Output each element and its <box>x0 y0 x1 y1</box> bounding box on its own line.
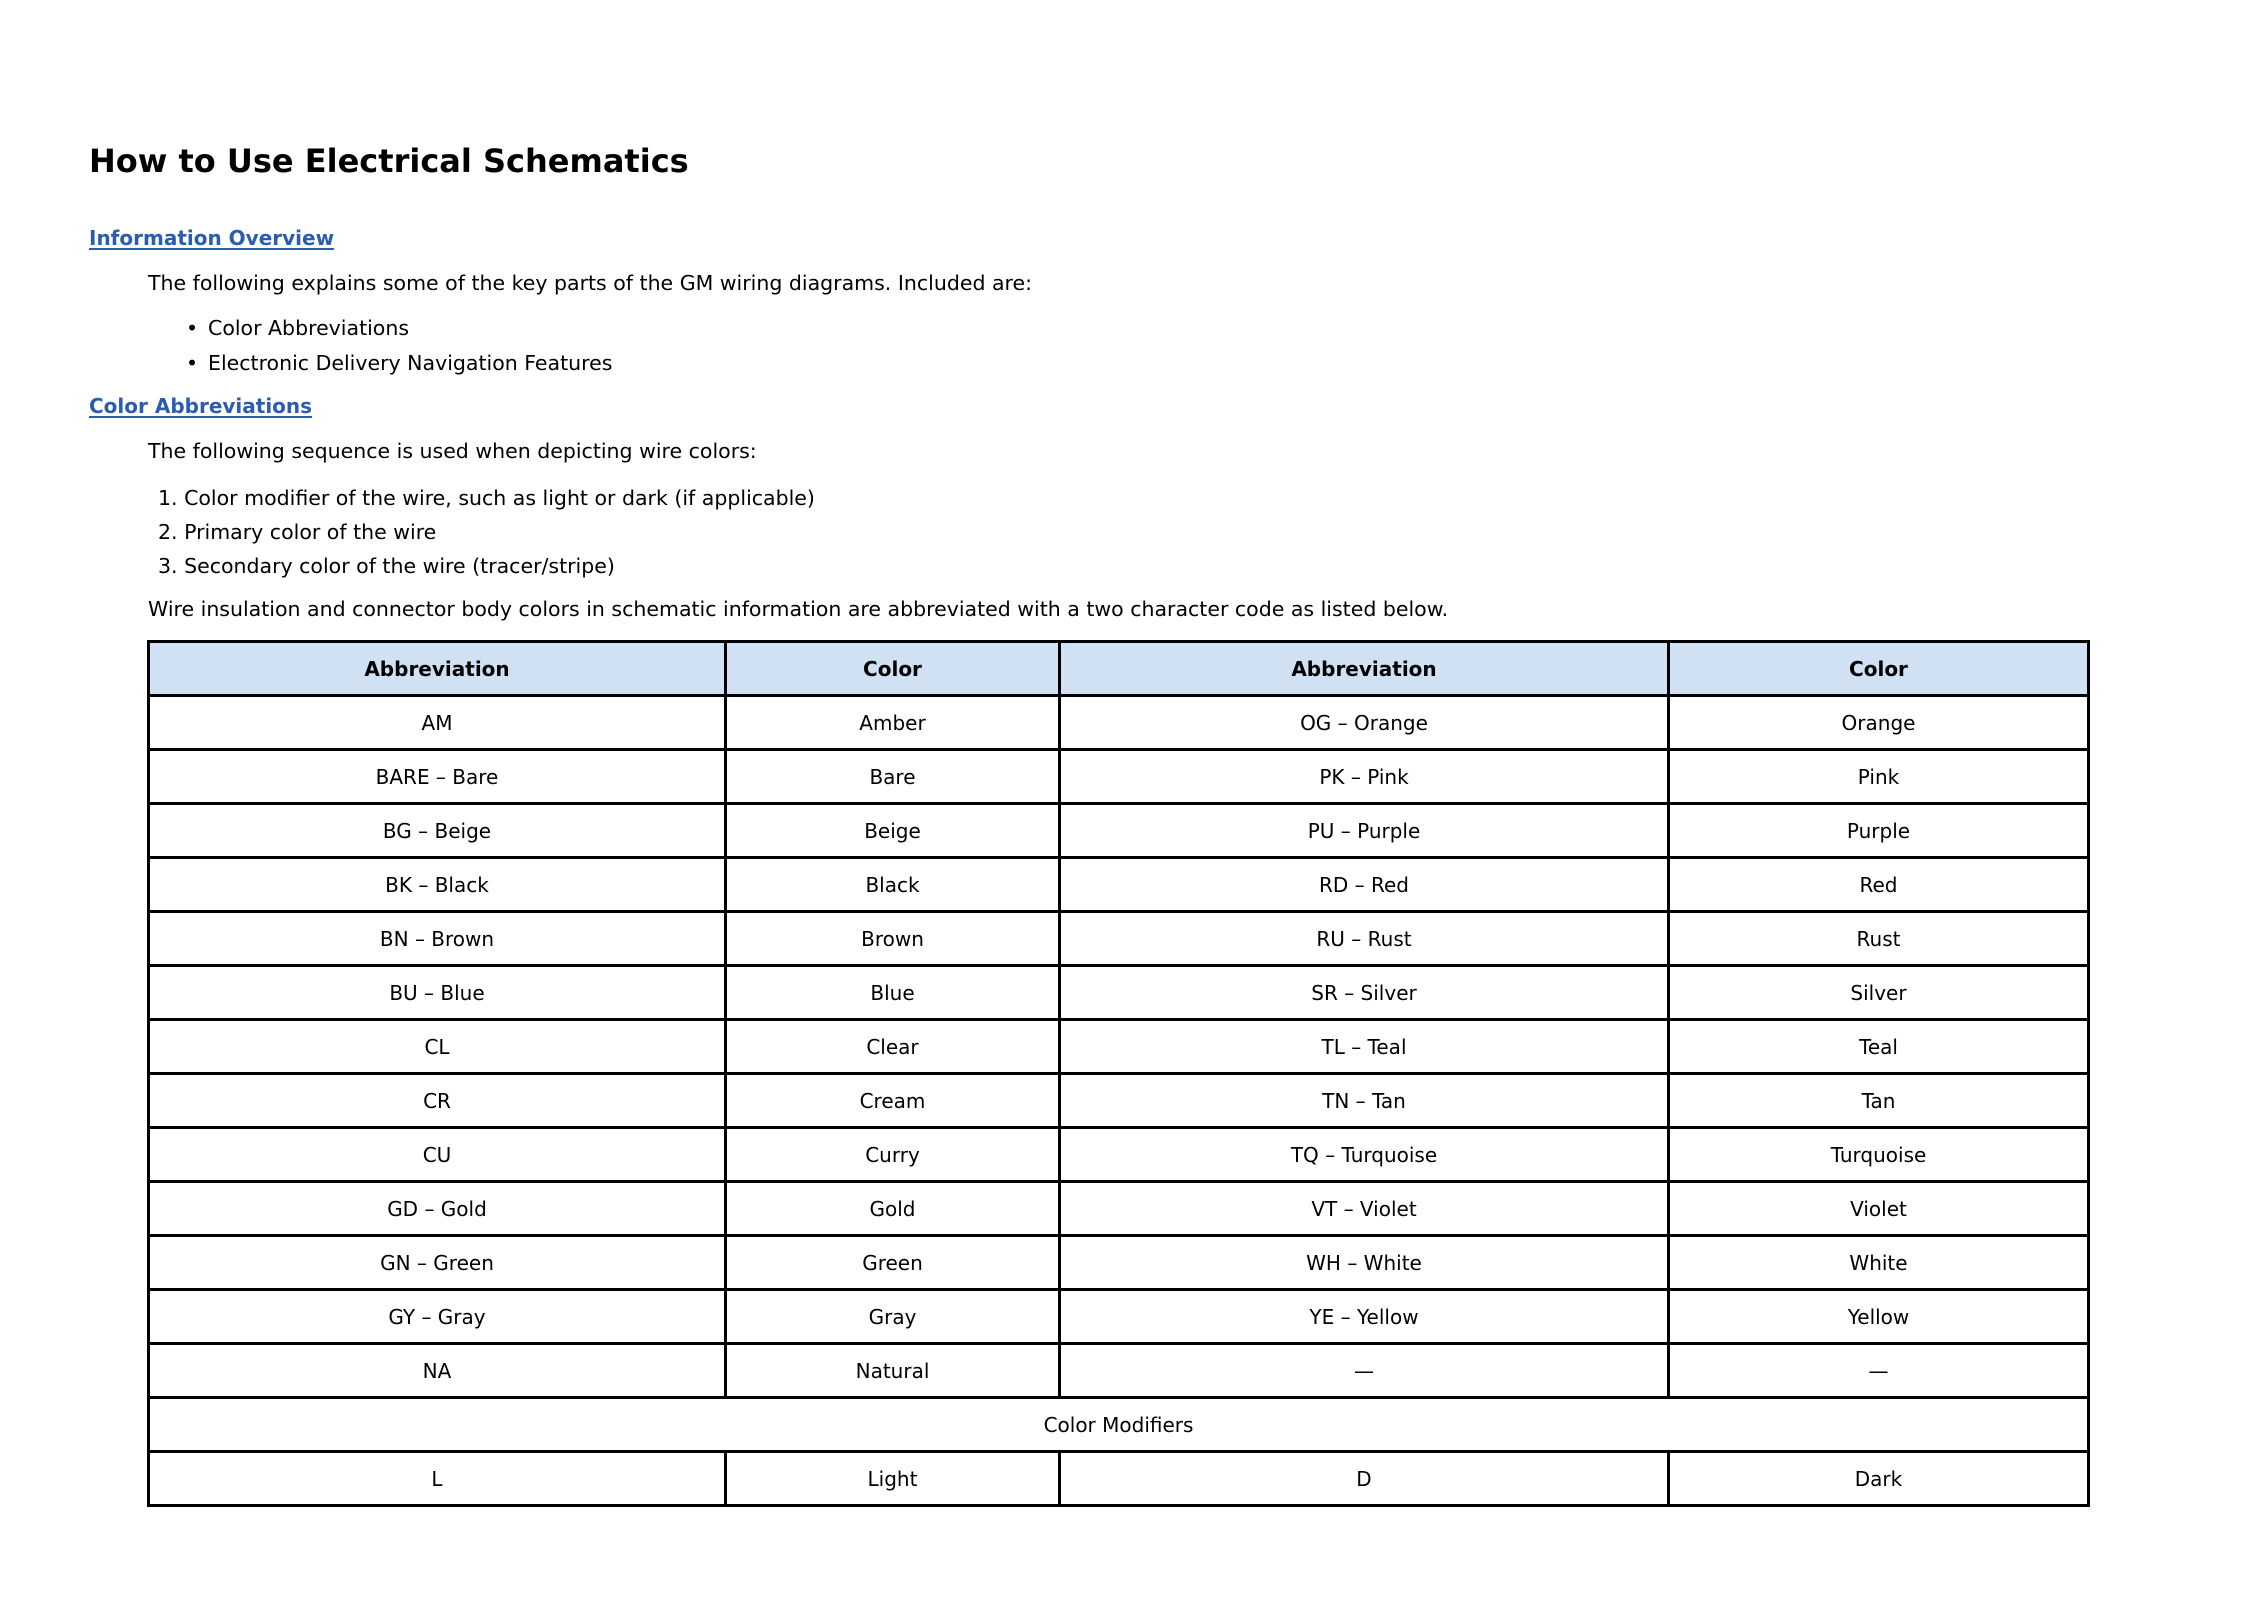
color-cell: Bare <box>726 750 1060 804</box>
abbreviation-cell: PU – Purple <box>1060 804 1669 858</box>
table-row <box>149 858 2089 912</box>
table-body <box>149 696 2089 1506</box>
color-abbreviations-link[interactable]: Color Abbreviations <box>89 394 313 418</box>
color-cell: Cream <box>726 1074 1060 1128</box>
abbreviation-cell: L <box>149 1452 726 1506</box>
color-cell: Black <box>726 858 1060 912</box>
color-cell: White <box>1669 1236 2089 1290</box>
information-overview-link[interactable]: Information Overview <box>89 226 335 250</box>
abbreviation-cell: VT – Violet <box>1060 1182 1669 1236</box>
color-cell: Teal <box>1669 1020 2089 1074</box>
abbreviation-cell: GY – Gray <box>149 1290 726 1344</box>
list-item: 1. Color modifier of the wire, such as light or dark (if applicable) <box>158 486 815 510</box>
abbreviation-cell: CL <box>149 1020 726 1074</box>
color-cell: Tan <box>1669 1074 2089 1128</box>
color-cell: Light <box>726 1452 1060 1506</box>
table-row <box>149 912 2089 966</box>
color-cell: — <box>1669 1344 2089 1398</box>
table-row <box>149 1074 2089 1128</box>
abbreviation-cell: GD – Gold <box>149 1182 726 1236</box>
abbreviation-cell: BU – Blue <box>149 966 726 1020</box>
color-cell: Yellow <box>1669 1290 2089 1344</box>
abbreviation-cell: — <box>1060 1344 1669 1398</box>
color-cell: Blue <box>726 966 1060 1020</box>
abbreviation-cell: BN – Brown <box>149 912 726 966</box>
table-row <box>149 1128 2089 1182</box>
abbreviation-cell: PK – Pink <box>1060 750 1669 804</box>
abbreviation-cell: BARE – Bare <box>149 750 726 804</box>
abbreviation-cell: CR <box>149 1074 726 1128</box>
abbreviation-note: Wire insulation and connector body colors in schematic information are abbreviated with a two character code as listed below. <box>148 597 1449 621</box>
abbreviation-cell: GN – Green <box>149 1236 726 1290</box>
table-row <box>149 1290 2089 1344</box>
table-header-row <box>149 642 2089 696</box>
color-modifiers-row <box>149 1398 2089 1452</box>
color-cell: Brown <box>726 912 1060 966</box>
abbreviation-cell: AM <box>149 696 726 750</box>
abbreviation-cell: RD – Red <box>1060 858 1669 912</box>
list-item: 2. Primary color of the wire <box>158 520 437 544</box>
color-cell: Dark <box>1669 1452 2089 1506</box>
abbreviation-cell: CU <box>149 1128 726 1182</box>
color-modifiers-label: Color Modifiers <box>149 1398 2089 1452</box>
column-header-abbreviation: Abbreviation <box>1060 642 1669 696</box>
color-cell: Rust <box>1669 912 2089 966</box>
color-cell: Green <box>726 1236 1060 1290</box>
color-cell: Violet <box>1669 1182 2089 1236</box>
table-row <box>149 1344 2089 1398</box>
abbreviation-cell: RU – Rust <box>1060 912 1669 966</box>
overview-list <box>186 311 612 381</box>
color-cell: Purple <box>1669 804 2089 858</box>
abbreviation-cell: YE – Yellow <box>1060 1290 1669 1344</box>
list-item: • Color Abbreviations <box>186 311 612 346</box>
color-cell: Natural <box>726 1344 1060 1398</box>
color-cell: Red <box>1669 858 2089 912</box>
abbreviation-cell: D <box>1060 1452 1669 1506</box>
table-row <box>149 750 2089 804</box>
color-cell: Clear <box>726 1020 1060 1074</box>
table-row <box>149 1452 2089 1506</box>
color-cell: Amber <box>726 696 1060 750</box>
color-sequence-list <box>158 481 815 583</box>
column-header-color: Color <box>1669 642 2089 696</box>
table-row <box>149 804 2089 858</box>
abbreviation-cell: TQ – Turquoise <box>1060 1128 1669 1182</box>
color-cell: Turquoise <box>1669 1128 2089 1182</box>
abbreviation-cell: TL – Teal <box>1060 1020 1669 1074</box>
abbreviation-cell: BK – Black <box>149 858 726 912</box>
column-header-abbreviation: Abbreviation <box>149 642 726 696</box>
table-row <box>149 696 2089 750</box>
abbreviation-cell: SR – Silver <box>1060 966 1669 1020</box>
color-cell: Pink <box>1669 750 2089 804</box>
page-title: How to Use Electrical Schematics <box>89 142 689 180</box>
color-cell: Beige <box>726 804 1060 858</box>
table-row <box>149 1020 2089 1074</box>
list-item: 3. Secondary color of the wire (tracer/stripe) <box>158 554 615 578</box>
abbreviation-cell: TN – Tan <box>1060 1074 1669 1128</box>
abbreviation-cell: OG – Orange <box>1060 696 1669 750</box>
table-row <box>149 1236 2089 1290</box>
color-abbreviation-table <box>147 640 2090 1507</box>
list-item: • Electronic Delivery Navigation Features <box>186 346 612 381</box>
table-row <box>149 1182 2089 1236</box>
color-cell: Gray <box>726 1290 1060 1344</box>
color-cell: Gold <box>726 1182 1060 1236</box>
color-cell: Silver <box>1669 966 2089 1020</box>
column-header-color: Color <box>726 642 1060 696</box>
table-row <box>149 966 2089 1020</box>
color-cell: Orange <box>1669 696 2089 750</box>
color-cell: Curry <box>726 1128 1060 1182</box>
abbreviation-cell: NA <box>149 1344 726 1398</box>
abbreviation-cell: BG – Beige <box>149 804 726 858</box>
color-sequence-intro: The following sequence is used when depicting wire colors: <box>148 439 757 463</box>
abbreviation-cell: WH – White <box>1060 1236 1669 1290</box>
overview-intro: The following explains some of the key parts of the GM wiring diagrams. Included are: <box>148 271 1033 295</box>
